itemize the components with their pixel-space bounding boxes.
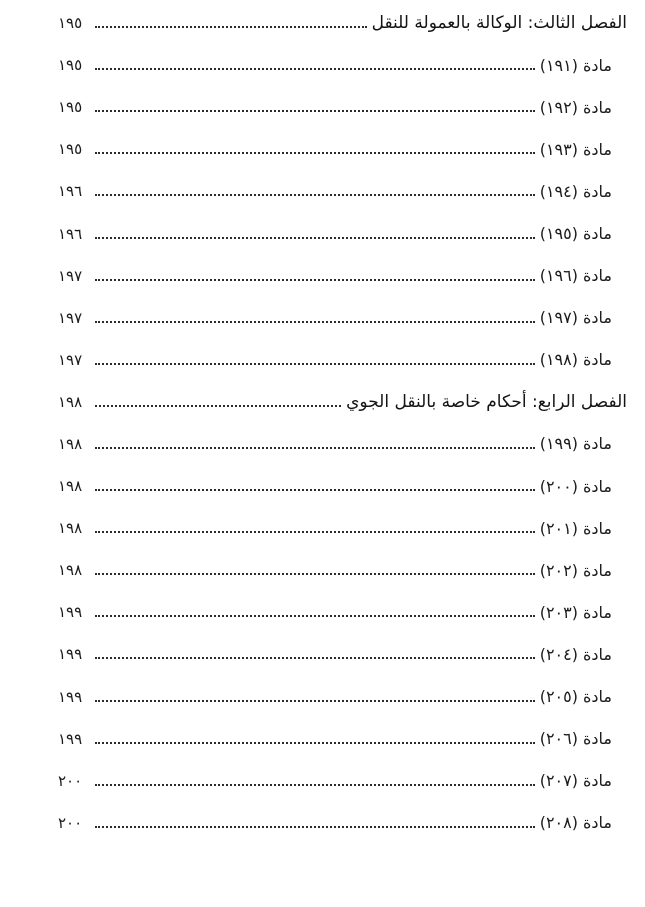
toc-entry-title: مادة (١٩١) bbox=[539, 55, 612, 75]
toc-row-article bbox=[58, 507, 627, 549]
toc-row-article bbox=[58, 718, 627, 760]
toc-entry-title: مادة (١٩٦) bbox=[539, 266, 612, 286]
dotted-leader bbox=[95, 784, 535, 786]
toc-page-number: ١٩٨ bbox=[58, 477, 83, 496]
dotted-leader bbox=[95, 26, 367, 28]
toc-row-article bbox=[58, 633, 627, 675]
dotted-leader bbox=[95, 194, 535, 196]
toc-entry-title: مادة (١٩٩) bbox=[539, 434, 612, 454]
dotted-leader bbox=[95, 237, 535, 239]
toc-page-number: ١٩٥ bbox=[58, 140, 83, 159]
toc-page-number: ١٩٩ bbox=[58, 687, 83, 706]
toc-entry-title: مادة (٢٠٣) bbox=[539, 602, 612, 622]
toc-entry-title: مادة (٢٠٨) bbox=[539, 813, 612, 833]
dotted-leader bbox=[95, 615, 535, 617]
dotted-leader bbox=[95, 700, 535, 702]
toc-page-number: ١٩٩ bbox=[58, 729, 83, 748]
toc-entry-title: مادة (٢٠١) bbox=[539, 518, 612, 538]
toc-entry-title: مادة (٢٠٤) bbox=[539, 644, 612, 664]
dotted-leader bbox=[95, 657, 535, 659]
toc-page-number: ١٩٥ bbox=[58, 56, 83, 75]
toc-entry-title: مادة (٢٠٠) bbox=[539, 476, 612, 496]
dotted-leader bbox=[95, 742, 535, 744]
toc-row-article bbox=[58, 676, 627, 718]
toc-row-article bbox=[58, 591, 627, 633]
toc-row-article bbox=[58, 465, 627, 507]
toc-row-chapter bbox=[58, 381, 627, 423]
toc-row-chapter bbox=[58, 2, 627, 44]
toc-entry-title: مادة (١٩٣) bbox=[539, 139, 612, 159]
toc-row-article bbox=[58, 760, 627, 802]
toc-page-number: ١٩٧ bbox=[58, 350, 83, 369]
toc-entry-title: مادة (٢٠٢) bbox=[539, 560, 612, 580]
toc-page-number: ١٩٧ bbox=[58, 308, 83, 327]
toc-row-article bbox=[58, 212, 627, 254]
toc-entry-title: مادة (٢٠٥) bbox=[539, 687, 612, 707]
toc-entry-title: مادة (٢٠٧) bbox=[539, 771, 612, 791]
toc-page-number: ١٩٧ bbox=[58, 266, 83, 285]
toc-entry-title: مادة (١٩٧) bbox=[539, 308, 612, 328]
toc-row-article bbox=[58, 86, 627, 128]
toc-page-number: ١٩٨ bbox=[58, 434, 83, 453]
dotted-leader bbox=[95, 363, 535, 365]
dotted-leader bbox=[95, 152, 535, 154]
dotted-leader bbox=[95, 279, 535, 281]
toc-row-article bbox=[58, 170, 627, 212]
toc-row-article bbox=[58, 128, 627, 170]
toc-page-number: ١٩٥ bbox=[58, 98, 83, 117]
toc-page-number: ٢٠٠ bbox=[58, 813, 83, 832]
toc-entry-title: مادة (١٩٥) bbox=[539, 224, 612, 244]
toc-entry-title: الفصل الرابع: أحكام خاصة بالنقل الجوي bbox=[346, 391, 627, 412]
toc-row-article bbox=[58, 802, 627, 844]
toc-page-number: ١٩٨ bbox=[58, 519, 83, 538]
toc-page-number: ١٩٥ bbox=[58, 14, 83, 33]
toc-row-article bbox=[58, 549, 627, 591]
toc-row-article bbox=[58, 255, 627, 297]
dotted-leader bbox=[95, 110, 535, 112]
toc-row-article bbox=[58, 297, 627, 339]
dotted-leader bbox=[95, 405, 341, 407]
toc-page-number: ١٩٦ bbox=[58, 224, 83, 243]
dotted-leader bbox=[95, 489, 535, 491]
dotted-leader bbox=[95, 447, 535, 449]
toc-page-number: ١٩٦ bbox=[58, 182, 83, 201]
toc-page-number: ١٩٨ bbox=[58, 392, 83, 411]
dotted-leader bbox=[95, 826, 535, 828]
dotted-leader bbox=[95, 531, 535, 533]
toc-entry-title: مادة (٢٠٦) bbox=[539, 729, 612, 749]
dotted-leader bbox=[95, 68, 535, 70]
toc-page-number: ١٩٩ bbox=[58, 645, 83, 664]
toc-entry-title: مادة (١٩٢) bbox=[539, 97, 612, 117]
toc-entry-title: الفصل الثالث: الوكالة بالعمولة للنقل bbox=[371, 13, 627, 34]
toc-page-number: ١٩٨ bbox=[58, 561, 83, 580]
toc-page-number: ١٩٩ bbox=[58, 603, 83, 622]
toc-row-article bbox=[58, 423, 627, 465]
toc-row-article bbox=[58, 44, 627, 86]
toc-page-number: ٢٠٠ bbox=[58, 771, 83, 790]
toc-row-article bbox=[58, 339, 627, 381]
toc-entry-title: مادة (١٩٨) bbox=[539, 350, 612, 370]
dotted-leader bbox=[95, 573, 535, 575]
toc-entry-title: مادة (١٩٤) bbox=[539, 181, 612, 201]
dotted-leader bbox=[95, 321, 535, 323]
